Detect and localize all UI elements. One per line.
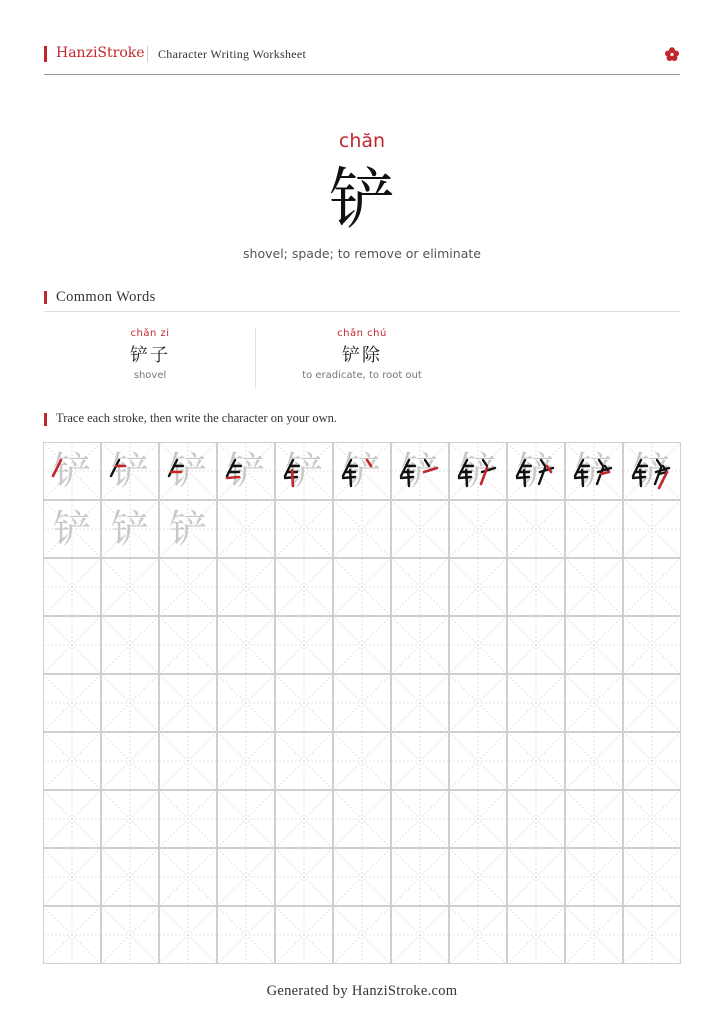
- cell-guides: [449, 674, 507, 732]
- ghost-character: 铲: [110, 449, 149, 493]
- cell-guides: [159, 848, 217, 906]
- practice-cell[interactable]: [43, 848, 101, 906]
- practice-cell[interactable]: [43, 616, 101, 674]
- practice-cell[interactable]: [43, 442, 101, 500]
- cell-guides: [43, 906, 101, 964]
- practice-cell[interactable]: [507, 500, 565, 558]
- cell-guides: [449, 558, 507, 616]
- practice-cell[interactable]: [565, 848, 623, 906]
- practice-cell[interactable]: [449, 906, 507, 964]
- practice-cell[interactable]: [275, 906, 333, 964]
- cell-guides: [159, 558, 217, 616]
- practice-cell[interactable]: [333, 674, 391, 732]
- cell-guides: [507, 790, 565, 848]
- practice-cell[interactable]: [449, 848, 507, 906]
- word-meaning: shovel: [133, 370, 167, 381]
- practice-cell[interactable]: [275, 790, 333, 848]
- practice-cell[interactable]: [507, 906, 565, 964]
- cell-guides: [507, 732, 565, 790]
- stroke-step: [101, 442, 159, 500]
- header-separator: [147, 46, 148, 62]
- cell-guides: [391, 790, 449, 848]
- practice-cell[interactable]: [333, 906, 391, 964]
- practice-cell[interactable]: [217, 674, 275, 732]
- cell-guides: [275, 732, 333, 790]
- practice-grid: [43, 442, 681, 964]
- practice-cell[interactable]: [449, 732, 507, 790]
- practice-cell[interactable]: [333, 790, 391, 848]
- practice-cell[interactable]: [101, 906, 159, 964]
- practice-cell[interactable]: [623, 558, 681, 616]
- practice-cell[interactable]: [275, 442, 333, 500]
- practice-cell[interactable]: [43, 558, 101, 616]
- cell-guides: [43, 674, 101, 732]
- practice-cell[interactable]: [507, 616, 565, 674]
- stroke-step: [275, 442, 333, 500]
- cell-guides: [565, 558, 623, 616]
- practice-cell[interactable]: [275, 558, 333, 616]
- cell-guides: [159, 674, 217, 732]
- stroke-step: [333, 442, 391, 500]
- practice-cell[interactable]: [159, 848, 217, 906]
- cell-guides: [623, 558, 681, 616]
- cell-guides: [623, 906, 681, 964]
- cell-guides: [565, 616, 623, 674]
- cell-guides: [101, 558, 159, 616]
- character-pinyin: chăn: [338, 130, 386, 152]
- cell-guides: [333, 558, 391, 616]
- cell-guides: [333, 674, 391, 732]
- cell-guides: [507, 558, 565, 616]
- cell-guides: [217, 500, 275, 558]
- stroke-step: [565, 442, 623, 500]
- practice-cell[interactable]: [159, 732, 217, 790]
- practice-cell[interactable]: [43, 732, 101, 790]
- cell-guides: [101, 790, 159, 848]
- practice-cell[interactable]: [391, 732, 449, 790]
- cell-guides: [159, 906, 217, 964]
- practice-cell[interactable]: [159, 906, 217, 964]
- brand-name[interactable]: HanziStroke: [56, 45, 145, 61]
- cell-guides: [217, 732, 275, 790]
- practice-cell[interactable]: [217, 442, 275, 500]
- cell-guides: [275, 790, 333, 848]
- cell-guides: [507, 616, 565, 674]
- practice-cell[interactable]: [217, 906, 275, 964]
- practice-cell[interactable]: [449, 616, 507, 674]
- practice-cell[interactable]: [507, 848, 565, 906]
- stroke-step: [449, 442, 507, 500]
- practice-cell[interactable]: [333, 442, 391, 500]
- practice-cell[interactable]: [565, 790, 623, 848]
- practice-cell[interactable]: [507, 674, 565, 732]
- cell-guides: [623, 616, 681, 674]
- practice-cell[interactable]: [507, 442, 565, 500]
- cell-guides: [565, 732, 623, 790]
- cell-guides: [507, 848, 565, 906]
- practice-cell[interactable]: [391, 790, 449, 848]
- word-pinyin: chǎn chú: [337, 328, 387, 339]
- practice-cell[interactable]: [43, 500, 101, 558]
- cell-guides: [217, 848, 275, 906]
- cell-guides: [333, 906, 391, 964]
- cell-guides: [101, 906, 159, 964]
- ghost-character: 铲: [168, 449, 207, 493]
- practice-cell[interactable]: [159, 558, 217, 616]
- practice-cell[interactable]: [391, 616, 449, 674]
- ghost-character: 铲: [226, 449, 265, 493]
- cell-guides: [623, 848, 681, 906]
- practice-cell[interactable]: [217, 732, 275, 790]
- cell-guides: [449, 848, 507, 906]
- brand-accent-bar: [44, 46, 47, 62]
- practice-cell[interactable]: [623, 616, 681, 674]
- cell-guides: [43, 616, 101, 674]
- cell-guides: [159, 732, 217, 790]
- stroke-step: [623, 442, 681, 500]
- practice-cell[interactable]: [333, 500, 391, 558]
- stroke-step: [507, 442, 565, 500]
- cell-guides: [507, 500, 565, 558]
- practice-cell[interactable]: [391, 674, 449, 732]
- cell-guides: [449, 500, 507, 558]
- practice-cell[interactable]: [449, 558, 507, 616]
- cell-guides: [333, 500, 391, 558]
- stroke-step: [159, 442, 217, 500]
- cell-guides: [217, 674, 275, 732]
- practice-cell[interactable]: [159, 790, 217, 848]
- practice-cell[interactable]: [217, 500, 275, 558]
- ghost-character: 铲: [458, 449, 497, 493]
- practice-cell[interactable]: [101, 558, 159, 616]
- practice-cell[interactable]: [391, 848, 449, 906]
- ghost-character: 铲: [400, 449, 439, 493]
- ghost-character: 铲: [284, 449, 323, 493]
- cell-guides: [565, 674, 623, 732]
- cell-guides: [623, 790, 681, 848]
- practice-cell[interactable]: [101, 442, 159, 500]
- common-words-title: Common Words: [56, 289, 156, 305]
- practice-cell[interactable]: [159, 442, 217, 500]
- ghost-character: 铲: [342, 449, 381, 493]
- cell-guides: [43, 848, 101, 906]
- cell-guides: [391, 906, 449, 964]
- stroke-step: [217, 442, 275, 500]
- practice-cell[interactable]: [333, 732, 391, 790]
- ghost-character: 铲: [52, 507, 91, 551]
- practice-cell[interactable]: [101, 674, 159, 732]
- practice-cell[interactable]: [101, 790, 159, 848]
- practice-cell[interactable]: [507, 558, 565, 616]
- ghost-character: 铲: [52, 449, 91, 493]
- word-card: [44, 328, 256, 381]
- practice-cell[interactable]: [623, 732, 681, 790]
- practice-instruction: Trace each stroke, then write the character on your own.: [56, 411, 338, 425]
- practice-cell[interactable]: [623, 848, 681, 906]
- cell-guides: [565, 500, 623, 558]
- cell-guides: [159, 790, 217, 848]
- stroke-step: [391, 442, 449, 500]
- practice-cell[interactable]: [391, 442, 449, 500]
- practice-cell[interactable]: [43, 790, 101, 848]
- cell-guides: [333, 732, 391, 790]
- stroke-step: [43, 442, 101, 500]
- practice-cell[interactable]: [275, 500, 333, 558]
- cell-guides: [391, 500, 449, 558]
- cell-guides: [565, 906, 623, 964]
- cell-guides: [565, 790, 623, 848]
- cell-guides: [43, 790, 101, 848]
- practice-cell[interactable]: [565, 558, 623, 616]
- cell-guides: [275, 674, 333, 732]
- cell-guides: [101, 674, 159, 732]
- cell-guides: [275, 500, 333, 558]
- cell-guides: [449, 790, 507, 848]
- cell-guides: [333, 616, 391, 674]
- practice-cell[interactable]: [565, 500, 623, 558]
- practice-cell[interactable]: [101, 616, 159, 674]
- practice-cell[interactable]: [449, 500, 507, 558]
- practice-cell[interactable]: [159, 500, 217, 558]
- cell-guides: [391, 674, 449, 732]
- practice-cell[interactable]: [391, 558, 449, 616]
- word-meaning: to eradicate, to root out: [302, 370, 422, 381]
- worksheet-subtitle: Character Writing Worksheet: [158, 47, 307, 61]
- practice-cell[interactable]: [391, 906, 449, 964]
- practice-cell[interactable]: [507, 732, 565, 790]
- cell-guides: [333, 790, 391, 848]
- cell-guides: [333, 848, 391, 906]
- practice-cell[interactable]: [101, 848, 159, 906]
- cell-guides: [217, 906, 275, 964]
- practice-cell[interactable]: [275, 616, 333, 674]
- practice-cell[interactable]: [275, 848, 333, 906]
- ghost-character: 铲: [516, 449, 555, 493]
- practice-cell[interactable]: [623, 790, 681, 848]
- practice-cell[interactable]: [217, 558, 275, 616]
- practice-cell[interactable]: [217, 790, 275, 848]
- practice-cell[interactable]: [565, 616, 623, 674]
- word-hanzi: 铲除: [342, 345, 382, 366]
- practice-cell[interactable]: [565, 442, 623, 500]
- practice-cell[interactable]: [565, 906, 623, 964]
- practice-cell[interactable]: [333, 558, 391, 616]
- practice-cell[interactable]: [43, 674, 101, 732]
- ghost-character: 铲: [632, 449, 671, 493]
- cell-guides: [101, 732, 159, 790]
- main-character: 铲: [329, 161, 395, 238]
- cell-guides: [217, 616, 275, 674]
- practice-cell[interactable]: [159, 674, 217, 732]
- word-pinyin: chǎn zi: [130, 328, 170, 339]
- cell-guides: [449, 616, 507, 674]
- practice-cell[interactable]: [565, 674, 623, 732]
- cell-guides: [217, 558, 275, 616]
- cell-guides: [507, 906, 565, 964]
- cell-guides: [101, 848, 159, 906]
- ghost-character: 铲: [168, 507, 207, 551]
- practice-cell[interactable]: [449, 442, 507, 500]
- practice-cell[interactable]: [391, 500, 449, 558]
- practice-cell[interactable]: [217, 848, 275, 906]
- practice-cell[interactable]: [333, 616, 391, 674]
- practice-cell[interactable]: [217, 616, 275, 674]
- cell-guides: [449, 732, 507, 790]
- cell-guides: [391, 616, 449, 674]
- ghost-character: 铲: [110, 507, 149, 551]
- cell-guides: [43, 558, 101, 616]
- practice-cell[interactable]: [159, 616, 217, 674]
- practice-cell[interactable]: [565, 732, 623, 790]
- section-accent-bar: [44, 291, 47, 304]
- cell-guides: [507, 674, 565, 732]
- practice-cell[interactable]: [507, 790, 565, 848]
- practice-cell[interactable]: [333, 848, 391, 906]
- practice-cell[interactable]: [275, 732, 333, 790]
- cell-guides: [391, 558, 449, 616]
- cell-guides: [391, 732, 449, 790]
- word-hanzi: 铲子: [130, 345, 170, 366]
- cell-guides: [159, 616, 217, 674]
- practice-cell[interactable]: [449, 674, 507, 732]
- cell-guides: [101, 616, 159, 674]
- cell-guides: [43, 732, 101, 790]
- practice-cell[interactable]: [43, 906, 101, 964]
- practice-cell[interactable]: [623, 674, 681, 732]
- practice-cell[interactable]: [623, 442, 681, 500]
- cell-guides: [391, 848, 449, 906]
- section-accent-bar: [44, 413, 47, 426]
- cell-guides: [623, 674, 681, 732]
- practice-cell[interactable]: [101, 732, 159, 790]
- section-divider: [44, 311, 680, 312]
- word-card: [256, 328, 468, 381]
- practice-cell[interactable]: [623, 906, 681, 964]
- cell-guides: [217, 790, 275, 848]
- practice-cell[interactable]: [101, 500, 159, 558]
- cell-guides: [623, 500, 681, 558]
- footer-credit: Generated by HanziStroke.com: [266, 983, 458, 999]
- ghost-character: 铲: [574, 449, 613, 493]
- cell-guides: [449, 906, 507, 964]
- cell-guides: [275, 558, 333, 616]
- cell-guides: [623, 732, 681, 790]
- practice-cell[interactable]: [275, 674, 333, 732]
- cell-guides: [275, 616, 333, 674]
- practice-cell[interactable]: [623, 500, 681, 558]
- character-meaning: shovel; spade; to remove or eliminate: [243, 246, 481, 261]
- cell-guides: [275, 906, 333, 964]
- practice-cell[interactable]: [449, 790, 507, 848]
- cell-guides: [275, 848, 333, 906]
- cell-guides: [565, 848, 623, 906]
- worksheet-header: [44, 44, 680, 75]
- flower-icon: [664, 46, 680, 62]
